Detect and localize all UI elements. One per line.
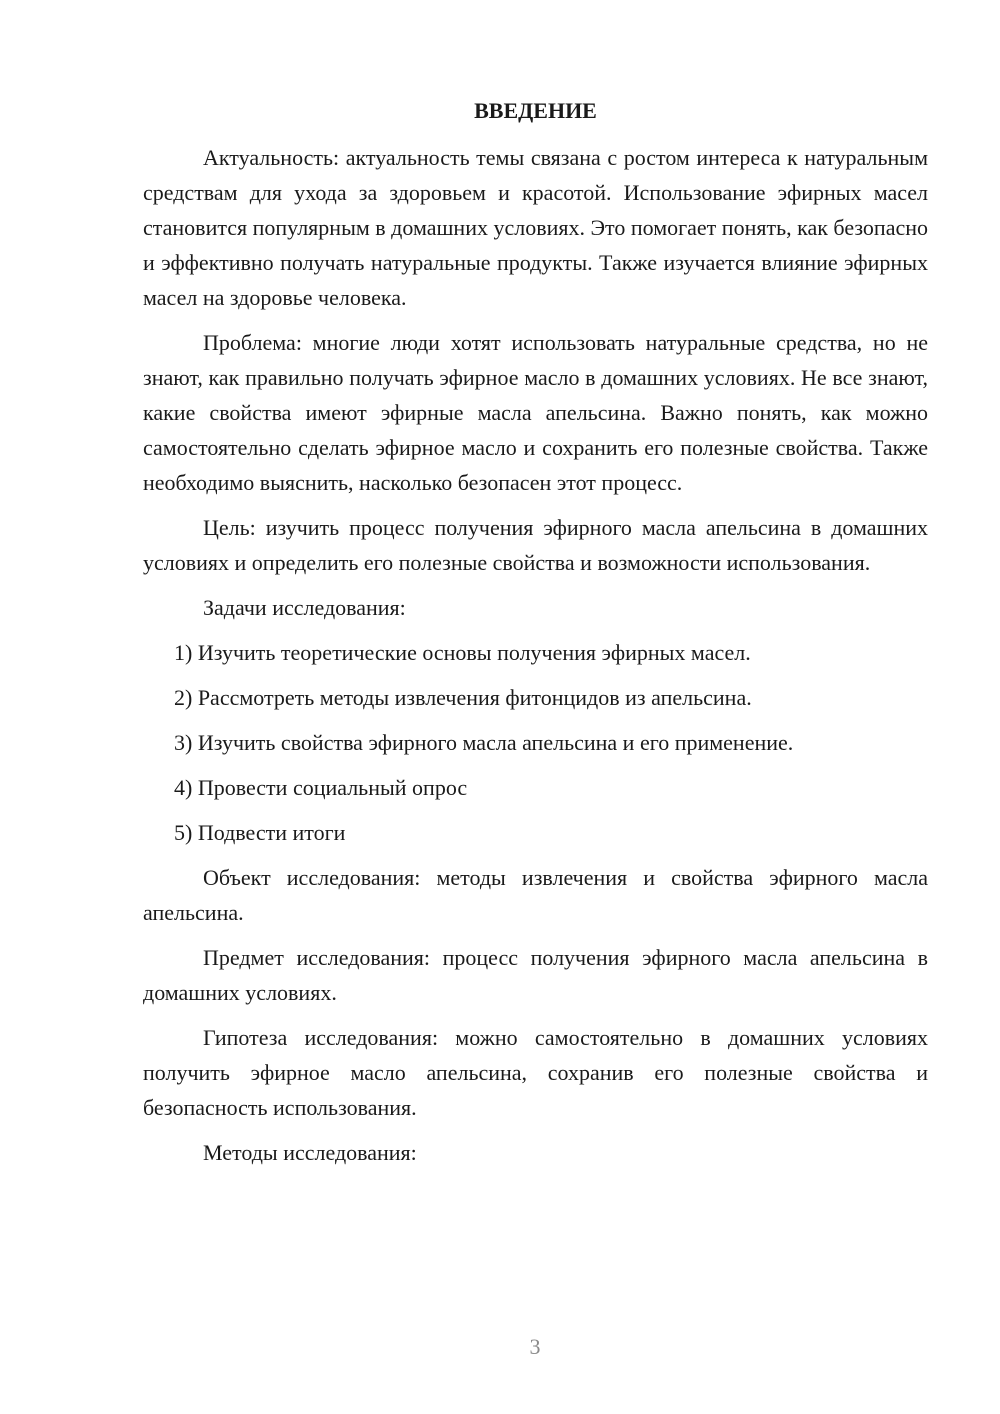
paragraph-problem: Проблема: многие люди хотят использовать натуральные средства, но не знают, как правильно получать эфирное масло в домашних условиях. Не все знают, какие свойства имеют эфирные масла апельсина. Важно понять, как можно самостоятельно сделать эфирное масло и сохранить его полезные свойства. Также необходимо выяснить, насколько безопасен этот процесс.	[143, 330, 928, 495]
task-item: 4) Провести социальный опрос	[174, 775, 468, 800]
paragraph-hypothesis: Гипотеза исследования: можно самостоятельно в домашних условиях получить эфирное масло апельсина, сохранив его полезные свойства и безопасность использования.	[143, 1025, 928, 1120]
page-number: 3	[529, 1334, 541, 1359]
paragraph-object: Объект исследования: методы извлечения и свойства эфирного масла апельсина.	[143, 865, 928, 925]
task-item: 1) Изучить теоретические основы получения эфирных масел.	[174, 640, 751, 665]
tasks-heading: Задачи исследования:	[203, 595, 406, 620]
task-item: 3) Изучить свойства эфирного масла апельсина и его применение.	[174, 730, 794, 755]
task-item: 2) Рассмотреть методы извлечения фитонцидов из апельсина.	[174, 685, 752, 710]
task-item: 5) Подвести итоги	[174, 820, 346, 845]
page-content	[143, 96, 928, 1180]
methods-heading: Методы исследования:	[203, 1140, 417, 1165]
page-title: ВВЕДЕНИЕ	[474, 98, 597, 123]
paragraph-subject: Предмет исследования: процесс получения эфирного масла апельсина в домашних условиях.	[143, 945, 928, 1005]
paragraph-goal: Цель: изучить процесс получения эфирного масла апельсина в домашних условиях и определить его полезные свойства и возможности использования.	[143, 515, 928, 575]
paragraph-relevance: Актуальность: актуальность темы связана с ростом интереса к натуральным средствам для ухода за здоровьем и красотой. Использование эфирных масел становится популярным в домашних условиях. Это помогает понять, как безопасно и эффективно получать натуральные продукты. Также изучается влияние эфирных масел на здоровье человека.	[143, 145, 928, 310]
